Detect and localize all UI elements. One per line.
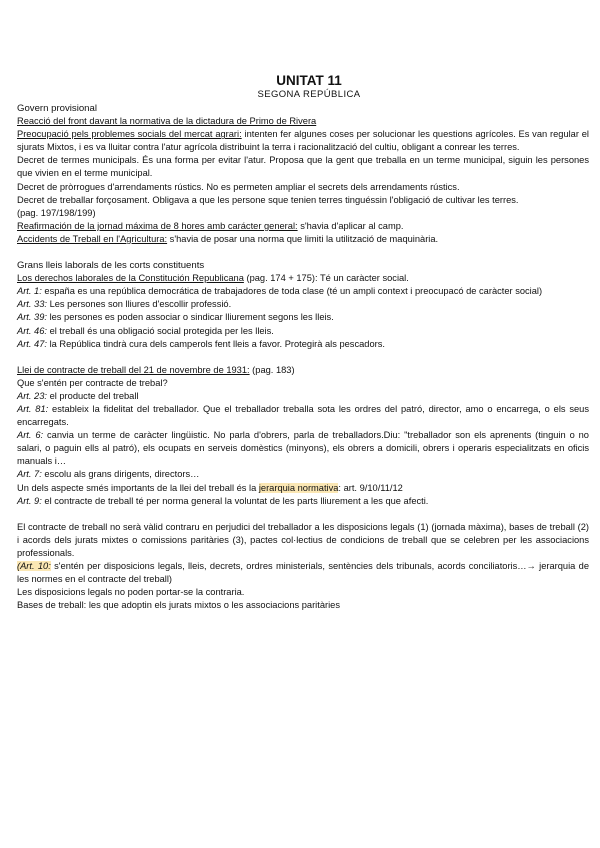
article-label: Art. 39: [17,312,47,323]
article-line [17,495,589,508]
paragraph [17,220,589,233]
text: ( [17,561,21,571]
paragraph: Les disposicions legals no poden portar-se la contraria. [17,587,245,598]
highlighted-text [17,561,51,571]
article-label: Art. 81: [17,403,49,414]
paragraph [17,364,589,377]
highlighted-text: jerarquia normativa [258,482,339,493]
article-label: Art. 33: [17,299,47,310]
article-text: s'entén per disposicions legals, lleis, decrets, ordres ministerials, sentències dels tribunals, acords conciliatoris…→ jerarquia de les normes en el contracte del treball) [17,561,589,585]
article-label: Art. 23: [17,390,47,401]
article-line [17,325,589,338]
article-label: Art. 10: [20,561,51,571]
paragraph: Decret de pròrrogues d'arrendaments rústics. No es permeten ampliar el secrets dels arrendaments rústics. [17,181,460,192]
paragraph [17,115,589,128]
article-line [17,468,589,481]
page-title: UNITAT 11 [276,73,342,88]
underlined-text: Preocupació pels problemes socials del mercat agrari: [17,129,242,140]
paragraph [17,482,589,495]
underlined-text: Reacció del front davant la normativa de la dictadura de Primo de Rivera [17,116,317,127]
article-label: Art. 1: [17,286,42,297]
article-text: les persones es poden associar o sindicar lliurement segons les lleis. [46,312,334,323]
article-text: escolu als grans dirigents, directors… [41,469,200,480]
question: Que s'entén per contracte de trebal? [17,377,168,388]
underlined-text: Llei de contracte de treball del 21 de novembre de 1931: [17,364,250,375]
article-line [17,298,589,311]
underlined-text: Los derechos laborales de la Constitución Republicana [17,273,244,284]
article-text: Les persones son lliures d'escollir professió. [46,299,232,310]
article-text: el contracte de treball té per norma general la voluntat de les parts lliurement a les que afecti. [41,495,429,506]
article-text: estableix la fidelitat del treballador. Que el treballador treballa sota les ordres del patró, director, amo o encarrega, o els seus encarregats. [17,403,589,428]
text: s'havia de posar una norma que limiti la utilització de maquinària. [167,233,439,244]
article-text: el treball és una obligació social protegida per les lleis. [46,325,274,336]
paragraph [17,272,589,285]
text: intenten fer algunes coses per solucionar les questions agrícoles. Es van regular el sjurats Mixtos, i es va lluitar contra l'atur agrícola distribuint la terra i racionalització del cultiu, obligant a conrear les terres. [17,129,589,153]
page-subtitle: SEGONA REPÚBLICA [257,89,361,100]
article-line [17,560,589,586]
page-reference: (pag. 197/198/199) [17,207,96,218]
paragraph: Decret de termes municipals. És una forma per evitar l'atur. Proposa que la gent que treballa en un terme municipal, siguin les persones que vivien en el terme municipal. [17,155,589,179]
text: s'havia d'aplicar al camp. [297,220,404,231]
article-text: españa es una república democrática de trabajadores de toda clase (té un ampli context i preocupacó de caràcter social) [41,286,543,297]
article-label: Art. 7: [17,469,42,480]
article-text: canvia un terme de caràcter lingüistic. No parla d'obrers, parla de treballadors.Diu: "treballador son els aprenents (tinguin o no salari, o paguin ells al patró), els ocupats en serveis domèstics (minyons), els obrers a domicili, obrers i operaris especialitzats en oficis manuals i… [17,430,589,467]
paragraph [17,233,589,246]
article-label: Art. 46: [17,325,47,336]
underlined-text: Accidents de Treball en l'Agricultura: [17,233,168,244]
underlined-text: Reafirmación de la jornad máxima de 8 hores amb carácter general: [17,220,298,231]
paragraph: Bases de treball: les que adoptin els jurats mixtos o les associacions paritàries [17,600,340,611]
paragraph: El contracte de treball no serà vàlid contraru en perjudici del treballador a les disposicions legals (1) (jornada màxima), bases de treball (2) i acords dels jurats mixtes o comissions paritàries (3), pactes col·lectius de condicions de treball que se celebren per les associacions professionals. [17,521,589,558]
text: : art. 9/10/11/12 [338,482,403,493]
section-heading-govern: Govern provisional [17,103,97,114]
article-line [17,403,589,429]
article-line [17,338,589,351]
paragraph: Decret de treballar forçosament. Obligava a que les persone sque tenien terres tinguéssin l'obligació de cultivar les terres. [17,194,519,205]
article-label: Art. 47: [17,338,47,349]
article-text: el producte del treball [46,390,139,401]
text: (pag. 174 + 175): Té un caràcter social. [243,273,409,284]
document-page [17,72,589,612]
section-heading-lleis: Grans lleis laborals de les corts constituents [17,260,205,272]
article-line [17,429,589,468]
article-line [17,390,589,403]
article-label: Art. 9: [17,495,42,506]
article-label: Art. 6: [17,430,44,441]
article-line [17,285,589,298]
article-text: la República tindrà cura dels camperols fent lleis a favor. Protegirà als pescadors. [46,338,385,349]
paragraph [17,128,589,154]
article-line [17,311,589,324]
text: (pag. 183) [249,364,295,375]
text: Un dels aspecte smés importants de la llei del treball és la [17,482,259,493]
